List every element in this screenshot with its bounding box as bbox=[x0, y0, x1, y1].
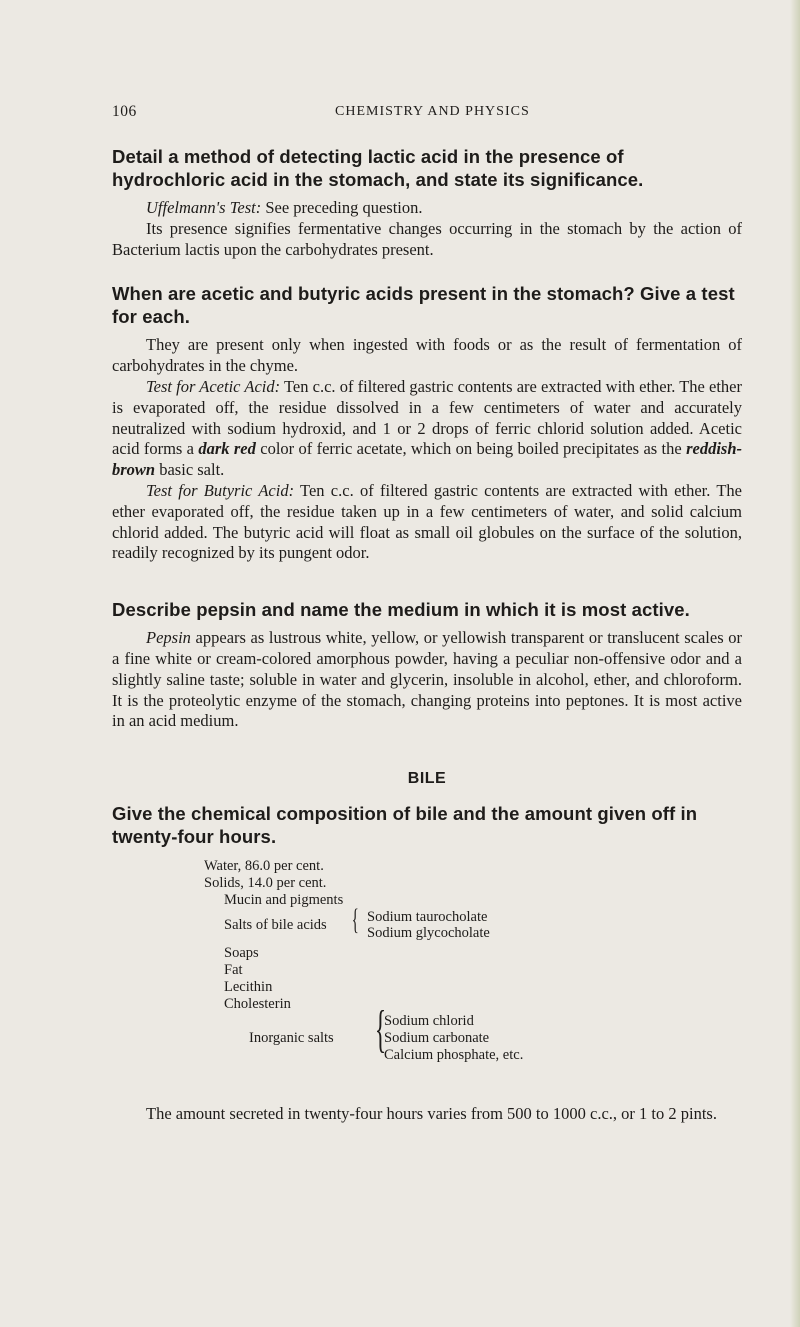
page-content bbox=[112, 145, 742, 1125]
butyric-test-label: Test for Butyric Acid: bbox=[146, 480, 295, 500]
page-number: 106 bbox=[112, 103, 137, 120]
butyric-test-paragraph: Test for Butyric Acid: Ten c.c. of filtered gastric contents are extracted with ether. The ether evaporated off, the residue taken up in a few centimeters of water, and solid calcium chlorid added. The butyric acid will float as small oil globules on the surface of the solution, readily recognized by its pungent odor. bbox=[112, 480, 742, 563]
dark-red-emphasis: dark red bbox=[198, 439, 256, 459]
question-bile: Give the chemical composition of bile and the amount given off in twenty-four hours. bbox=[112, 803, 698, 848]
presence-paragraph: They are present only when ingested with foods or as the result of fermentation of carbohydrates in the chyme. bbox=[112, 335, 742, 376]
section-title-bile: BILE bbox=[407, 770, 447, 788]
inorganic-carbonate: Sodium carbonate bbox=[384, 1030, 490, 1047]
water-line: Water, 86.0 per cent. bbox=[204, 858, 324, 875]
running-title: CHEMISTRY AND PHYSICS bbox=[335, 104, 530, 119]
reddish-brown-emphasis: reddish-brown bbox=[112, 439, 742, 480]
question-acetic-butyric: When are acetic and butyric acids present in the stomach? Give a test for each. bbox=[112, 283, 735, 328]
inorganic-chlorid: Sodium chlorid bbox=[384, 1013, 474, 1030]
inorganic-phosphate: Calcium phosphate, etc. bbox=[384, 1047, 524, 1064]
cholesterin-line: Cholesterin bbox=[224, 996, 291, 1013]
bile-amount-paragraph: The amount secreted in twenty-four hours varies from 500 to 1000 c.c., or 1 to 2 pints. bbox=[146, 1104, 717, 1124]
inorganic-label: Inorganic salts bbox=[249, 1030, 334, 1047]
mucin-line: Mucin and pigments bbox=[224, 892, 344, 909]
solids-line: Solids, 14.0 per cent. bbox=[204, 875, 327, 892]
fat-line: Fat bbox=[224, 962, 243, 979]
question-lactic-acid: Detail a method of detecting lactic acid in the presence of hydrochloric acid in the stomach, and state its significance. bbox=[112, 146, 644, 190]
question-pepsin: Describe pepsin and name the medium in which it is most active. bbox=[112, 599, 690, 621]
bile-composition-list bbox=[112, 858, 742, 1090]
acetic-test-paragraph: Test for Acetic Acid: Ten c.c. of filtered gastric contents are extracted with ether. The ether is evaporated off, the residue dissolved in a few centimeters of water and accurately neutralized with sodium hydroxid, and 1 or 2 drops of ferric chlorid solution added. Acetic acid forms a dark red color of ferric acetate, which on being boiled precipitates as the reddish-brown basic salt. bbox=[112, 376, 743, 480]
page-edge-shadow bbox=[790, 0, 800, 1327]
pepsin-term: Pepsin bbox=[146, 628, 191, 648]
brace-salts: { bbox=[351, 903, 359, 937]
uffelmann-label: Uffelmann's Test: bbox=[146, 198, 262, 217]
salt-taurocholate: Sodium taurocholate bbox=[367, 909, 488, 926]
brace-inorganic: { bbox=[374, 1001, 387, 1059]
uffelmann-paragraph: Uffelmann's Test: See preceding question. bbox=[146, 198, 423, 217]
pepsin-paragraph: Pepsin appears as lustrous white, yellow, or yellowish transparent or translucent scales or a fine white or cream-colored amorphous powder, having a peculiar non-offensive odor and a slightly saline taste; soluble in water and glycerin, insoluble in alcohol, ether, and chloroform. It is the proteolytic enzyme of the stomach, changing proteins into peptones. It is most active in an acid medium. bbox=[112, 628, 742, 731]
salt-glycocholate: Sodium glycocholate bbox=[367, 925, 490, 942]
soaps-line: Soaps bbox=[224, 945, 259, 962]
salts-label: Salts of bile acids bbox=[224, 917, 327, 934]
lecithin-line: Lecithin bbox=[224, 979, 273, 996]
significance-paragraph: Its presence signifies fermentative changes occurring in the stomach by the action of Bacterium lactis upon the carbohydrates present. bbox=[112, 218, 742, 259]
running-header bbox=[112, 103, 740, 123]
acetic-test-label: Test for Acetic Acid: bbox=[146, 376, 281, 396]
